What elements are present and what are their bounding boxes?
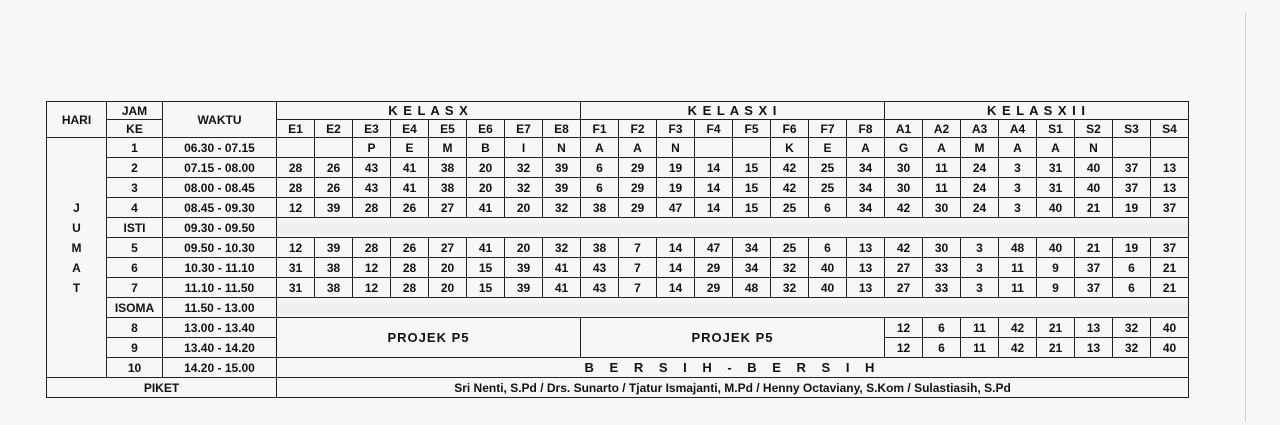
score-cell: A (619, 138, 657, 158)
score-cell: 32 (771, 258, 809, 278)
hari-cell (47, 138, 107, 158)
score-cell (277, 138, 315, 158)
score-cell (695, 138, 733, 158)
score-cell: 28 (391, 258, 429, 278)
column-header-s2: S2 (1075, 120, 1113, 138)
score-cell: A (1037, 138, 1075, 158)
score-cell: 6 (923, 338, 961, 358)
score-cell: 34 (733, 238, 771, 258)
jam-ke-cell: 5 (107, 238, 163, 258)
hari-cell (47, 358, 107, 378)
column-header-e2: E2 (315, 120, 353, 138)
score-cell: 6 (809, 238, 847, 258)
score-cell: M (961, 138, 999, 158)
score-cell: 3 (999, 178, 1037, 198)
score-cell: 25 (771, 198, 809, 218)
score-cell: 25 (809, 178, 847, 198)
score-cell: 32 (1113, 338, 1151, 358)
waktu-cell: 09.30 - 09.50 (163, 218, 277, 238)
header-jam: JAM (107, 102, 163, 120)
score-cell: 20 (467, 158, 505, 178)
score-cell: 43 (353, 178, 391, 198)
hari-cell (47, 318, 107, 338)
score-cell: 9 (1037, 278, 1075, 298)
score-cell: 40 (1151, 318, 1189, 338)
score-cell: 11 (961, 338, 999, 358)
score-cell: P (353, 138, 391, 158)
score-cell: 37 (1113, 158, 1151, 178)
score-cell: 21 (1037, 338, 1075, 358)
score-cell: 27 (429, 238, 467, 258)
jam-ke-cell: 7 (107, 278, 163, 298)
score-cell: 12 (885, 318, 923, 338)
score-cell: 41 (391, 158, 429, 178)
score-cell: 30 (923, 238, 961, 258)
score-cell: 32 (543, 238, 581, 258)
schedule-row (47, 318, 1189, 338)
score-cell: 30 (885, 178, 923, 198)
score-cell: 15 (467, 278, 505, 298)
score-cell: 47 (695, 238, 733, 258)
score-cell: 7 (619, 278, 657, 298)
score-cell (733, 138, 771, 158)
scan-edge-line (1245, 12, 1246, 422)
jam-ke-cell: ISTI (107, 218, 163, 238)
score-cell: 21 (1075, 198, 1113, 218)
score-cell: 6 (809, 198, 847, 218)
score-cell: 14 (657, 238, 695, 258)
score-cell: G (885, 138, 923, 158)
score-cell: 3 (999, 158, 1037, 178)
score-cell: 26 (315, 178, 353, 198)
score-cell: 14 (695, 158, 733, 178)
score-cell: 12 (353, 258, 391, 278)
waktu-cell: 08.00 - 08.45 (163, 178, 277, 198)
score-cell: 42 (885, 238, 923, 258)
score-cell: 6 (1113, 278, 1151, 298)
bersih-bersih: B E R S I H - B E R S I H (277, 358, 1189, 378)
break-band (277, 218, 1189, 238)
waktu-cell: 14.20 - 15.00 (163, 358, 277, 378)
projek-p5-kelas-x: PROJEK P5 (277, 318, 581, 358)
hari-cell (47, 158, 107, 178)
score-cell: 37 (1151, 238, 1189, 258)
score-cell: 42 (999, 338, 1037, 358)
score-cell: N (1075, 138, 1113, 158)
score-cell: 11 (961, 318, 999, 338)
hari-cell: A (47, 258, 107, 278)
column-header-a2: A2 (923, 120, 961, 138)
schedule-row (47, 298, 1189, 318)
score-cell: 26 (391, 238, 429, 258)
header-kelas-3: K E L A S X I I (885, 102, 1189, 120)
column-header-e7: E7 (505, 120, 543, 138)
score-cell: 13 (1151, 158, 1189, 178)
jam-ke-cell: 8 (107, 318, 163, 338)
score-cell: 9 (1037, 258, 1075, 278)
column-header-e3: E3 (353, 120, 391, 138)
jam-ke-cell: 10 (107, 358, 163, 378)
column-header-e1: E1 (277, 120, 315, 138)
score-cell: E (391, 138, 429, 158)
score-cell: 25 (771, 238, 809, 258)
score-cell: 40 (809, 258, 847, 278)
score-cell: A (581, 138, 619, 158)
score-cell: 38 (429, 178, 467, 198)
score-cell: 40 (1075, 178, 1113, 198)
score-cell: 14 (695, 198, 733, 218)
score-cell: 28 (277, 178, 315, 198)
score-cell: 29 (619, 158, 657, 178)
score-cell: 48 (733, 278, 771, 298)
jam-ke-cell: 9 (107, 338, 163, 358)
hari-cell: T (47, 278, 107, 298)
score-cell: 19 (1113, 238, 1151, 258)
score-cell: 27 (885, 278, 923, 298)
column-header-e5: E5 (429, 120, 467, 138)
score-cell: 38 (581, 238, 619, 258)
column-header-f4: F4 (695, 120, 733, 138)
score-cell: 34 (733, 258, 771, 278)
score-cell: 31 (1037, 158, 1075, 178)
score-cell: 13 (847, 278, 885, 298)
score-cell: 15 (733, 158, 771, 178)
score-cell: 26 (315, 158, 353, 178)
hari-cell (47, 178, 107, 198)
jam-ke-cell: ISOMA (107, 298, 163, 318)
score-cell: 32 (543, 198, 581, 218)
score-cell: 37 (1151, 198, 1189, 218)
piket-label: PIKET (47, 378, 277, 398)
score-cell: 41 (467, 238, 505, 258)
column-header-a3: A3 (961, 120, 999, 138)
jam-ke-cell: 4 (107, 198, 163, 218)
score-cell: 41 (391, 178, 429, 198)
score-cell: 13 (847, 238, 885, 258)
score-cell: 7 (619, 258, 657, 278)
schedule-row (47, 158, 1189, 178)
score-cell: 28 (277, 158, 315, 178)
schedule-row (47, 238, 1189, 258)
score-cell: 11 (999, 278, 1037, 298)
waktu-cell: 11.10 - 11.50 (163, 278, 277, 298)
score-cell: E (809, 138, 847, 158)
jam-ke-cell: 1 (107, 138, 163, 158)
score-cell (315, 138, 353, 158)
score-cell: 21 (1037, 318, 1075, 338)
score-cell: 3 (961, 278, 999, 298)
score-cell: 47 (657, 198, 695, 218)
score-cell: 24 (961, 158, 999, 178)
score-cell: 12 (353, 278, 391, 298)
column-header-e6: E6 (467, 120, 505, 138)
score-cell: 6 (581, 178, 619, 198)
hari-cell: M (47, 238, 107, 258)
schedule-table (46, 101, 1189, 398)
score-cell: 34 (847, 158, 885, 178)
waktu-cell: 13.00 - 13.40 (163, 318, 277, 338)
score-cell: 37 (1075, 278, 1113, 298)
score-cell: 41 (543, 278, 581, 298)
score-cell: 39 (505, 278, 543, 298)
score-cell: 28 (353, 198, 391, 218)
score-cell: 15 (733, 198, 771, 218)
score-cell: M (429, 138, 467, 158)
hari-cell: U (47, 218, 107, 238)
score-cell: 25 (809, 158, 847, 178)
score-cell: 20 (429, 278, 467, 298)
score-cell: 21 (1151, 278, 1189, 298)
jam-ke-cell: 3 (107, 178, 163, 198)
score-cell: A (923, 138, 961, 158)
column-header-s3: S3 (1113, 120, 1151, 138)
score-cell: 37 (1113, 178, 1151, 198)
column-header-a1: A1 (885, 120, 923, 138)
score-cell: 15 (733, 178, 771, 198)
score-cell: 29 (695, 278, 733, 298)
score-cell: 39 (505, 258, 543, 278)
score-cell: 6 (923, 318, 961, 338)
score-cell: 29 (619, 198, 657, 218)
schedule-row (47, 258, 1189, 278)
score-cell: 11 (999, 258, 1037, 278)
score-cell: 40 (1037, 238, 1075, 258)
score-cell: 26 (391, 198, 429, 218)
column-header-f2: F2 (619, 120, 657, 138)
score-cell (1151, 138, 1189, 158)
piket-row (47, 378, 1189, 398)
score-cell: 12 (277, 238, 315, 258)
score-cell: 40 (1151, 338, 1189, 358)
score-cell: 38 (429, 158, 467, 178)
header-row-1 (47, 102, 1189, 120)
score-cell: 24 (961, 178, 999, 198)
score-cell: 43 (353, 158, 391, 178)
score-cell: 48 (999, 238, 1037, 258)
score-cell: 38 (315, 258, 353, 278)
score-cell: 11 (923, 178, 961, 198)
score-cell: 31 (277, 258, 315, 278)
score-cell: 13 (1151, 178, 1189, 198)
score-cell: 21 (1075, 238, 1113, 258)
score-cell: 33 (923, 258, 961, 278)
score-cell: 3 (999, 198, 1037, 218)
score-cell: 19 (657, 178, 695, 198)
hari-cell: J (47, 198, 107, 218)
score-cell: 20 (467, 178, 505, 198)
column-header-f5: F5 (733, 120, 771, 138)
score-cell: 32 (1113, 318, 1151, 338)
score-cell: 3 (961, 258, 999, 278)
score-cell: 27 (429, 198, 467, 218)
waktu-cell: 10.30 - 11.10 (163, 258, 277, 278)
hari-cell (47, 298, 107, 318)
score-cell: A (847, 138, 885, 158)
score-cell: 31 (1037, 178, 1075, 198)
score-cell: 20 (505, 198, 543, 218)
score-cell: 13 (847, 258, 885, 278)
score-cell: 28 (353, 238, 391, 258)
piket-names: Sri Nenti, S.Pd / Drs. Sunarto / Tjatur Ismajanti, M.Pd / Henny Octaviany, S.Kom / Sulastiasih, S.Pd (277, 378, 1189, 398)
score-cell: 32 (505, 178, 543, 198)
score-cell: 39 (543, 158, 581, 178)
column-header-s4: S4 (1151, 120, 1189, 138)
column-header-e4: E4 (391, 120, 429, 138)
score-cell: A (999, 138, 1037, 158)
header-hari: HARI (47, 102, 107, 138)
score-cell: 20 (429, 258, 467, 278)
score-cell: 21 (1151, 258, 1189, 278)
score-cell: 38 (581, 198, 619, 218)
score-cell: 40 (809, 278, 847, 298)
score-cell: 39 (315, 238, 353, 258)
score-cell: 38 (315, 278, 353, 298)
waktu-cell: 07.15 - 08.00 (163, 158, 277, 178)
score-cell: 40 (1075, 158, 1113, 178)
waktu-cell: 06.30 - 07.15 (163, 138, 277, 158)
column-header-f3: F3 (657, 120, 695, 138)
score-cell: 7 (619, 238, 657, 258)
score-cell: 37 (1075, 258, 1113, 278)
score-cell: 11 (923, 158, 961, 178)
column-header-a4: A4 (999, 120, 1037, 138)
score-cell: 3 (961, 238, 999, 258)
score-cell: 42 (771, 158, 809, 178)
score-cell: 28 (391, 278, 429, 298)
score-cell: K (771, 138, 809, 158)
header-waktu: WAKTU (163, 102, 277, 138)
score-cell: 29 (695, 258, 733, 278)
score-cell: N (657, 138, 695, 158)
score-cell: 13 (1075, 318, 1113, 338)
score-cell: 29 (619, 178, 657, 198)
score-cell: 41 (543, 258, 581, 278)
score-cell: 41 (467, 198, 505, 218)
score-cell: 12 (277, 198, 315, 218)
jam-ke-cell: 2 (107, 158, 163, 178)
waktu-cell: 09.50 - 10.30 (163, 238, 277, 258)
score-cell: 31 (277, 278, 315, 298)
column-header-f6: F6 (771, 120, 809, 138)
column-header-s1: S1 (1037, 120, 1075, 138)
score-cell: 6 (1113, 258, 1151, 278)
score-cell: 24 (961, 198, 999, 218)
header-kelas-2: K E L A S X I (581, 102, 885, 120)
schedule-row (47, 358, 1189, 378)
header-ke: KE (107, 120, 163, 138)
score-cell: 30 (885, 158, 923, 178)
score-cell: 42 (999, 318, 1037, 338)
score-cell: 32 (771, 278, 809, 298)
score-cell: 20 (505, 238, 543, 258)
score-cell: 43 (581, 278, 619, 298)
schedule-row (47, 198, 1189, 218)
schedule-row (47, 178, 1189, 198)
score-cell: 19 (657, 158, 695, 178)
score-cell: 32 (505, 158, 543, 178)
score-cell: I (505, 138, 543, 158)
column-header-f7: F7 (809, 120, 847, 138)
score-cell: 39 (315, 198, 353, 218)
column-header-f8: F8 (847, 120, 885, 138)
header-kelas-1: K E L A S X (277, 102, 581, 120)
projek-p5-kelas-xi: PROJEK P5 (581, 318, 885, 358)
score-cell: 12 (885, 338, 923, 358)
waktu-cell: 13.40 - 14.20 (163, 338, 277, 358)
hari-cell (47, 338, 107, 358)
score-cell: 14 (695, 178, 733, 198)
score-cell: 39 (543, 178, 581, 198)
break-band (277, 298, 1189, 318)
score-cell: 6 (581, 158, 619, 178)
score-cell: 42 (885, 198, 923, 218)
score-cell: 43 (581, 258, 619, 278)
score-cell: 19 (1113, 198, 1151, 218)
score-cell: 14 (657, 278, 695, 298)
score-cell: 42 (771, 178, 809, 198)
score-cell: 34 (847, 198, 885, 218)
column-header-f1: F1 (581, 120, 619, 138)
column-header-e8: E8 (543, 120, 581, 138)
jam-ke-cell: 6 (107, 258, 163, 278)
score-cell: 33 (923, 278, 961, 298)
score-cell: 34 (847, 178, 885, 198)
score-cell: 27 (885, 258, 923, 278)
score-cell: 30 (923, 198, 961, 218)
score-cell: B (467, 138, 505, 158)
score-cell: 14 (657, 258, 695, 278)
schedule-row (47, 278, 1189, 298)
score-cell: 15 (467, 258, 505, 278)
score-cell: 40 (1037, 198, 1075, 218)
waktu-cell: 11.50 - 13.00 (163, 298, 277, 318)
schedule-row (47, 218, 1189, 238)
schedule-row (47, 138, 1189, 158)
score-cell (1113, 138, 1151, 158)
waktu-cell: 08.45 - 09.30 (163, 198, 277, 218)
score-cell: N (543, 138, 581, 158)
score-cell: 13 (1075, 338, 1113, 358)
